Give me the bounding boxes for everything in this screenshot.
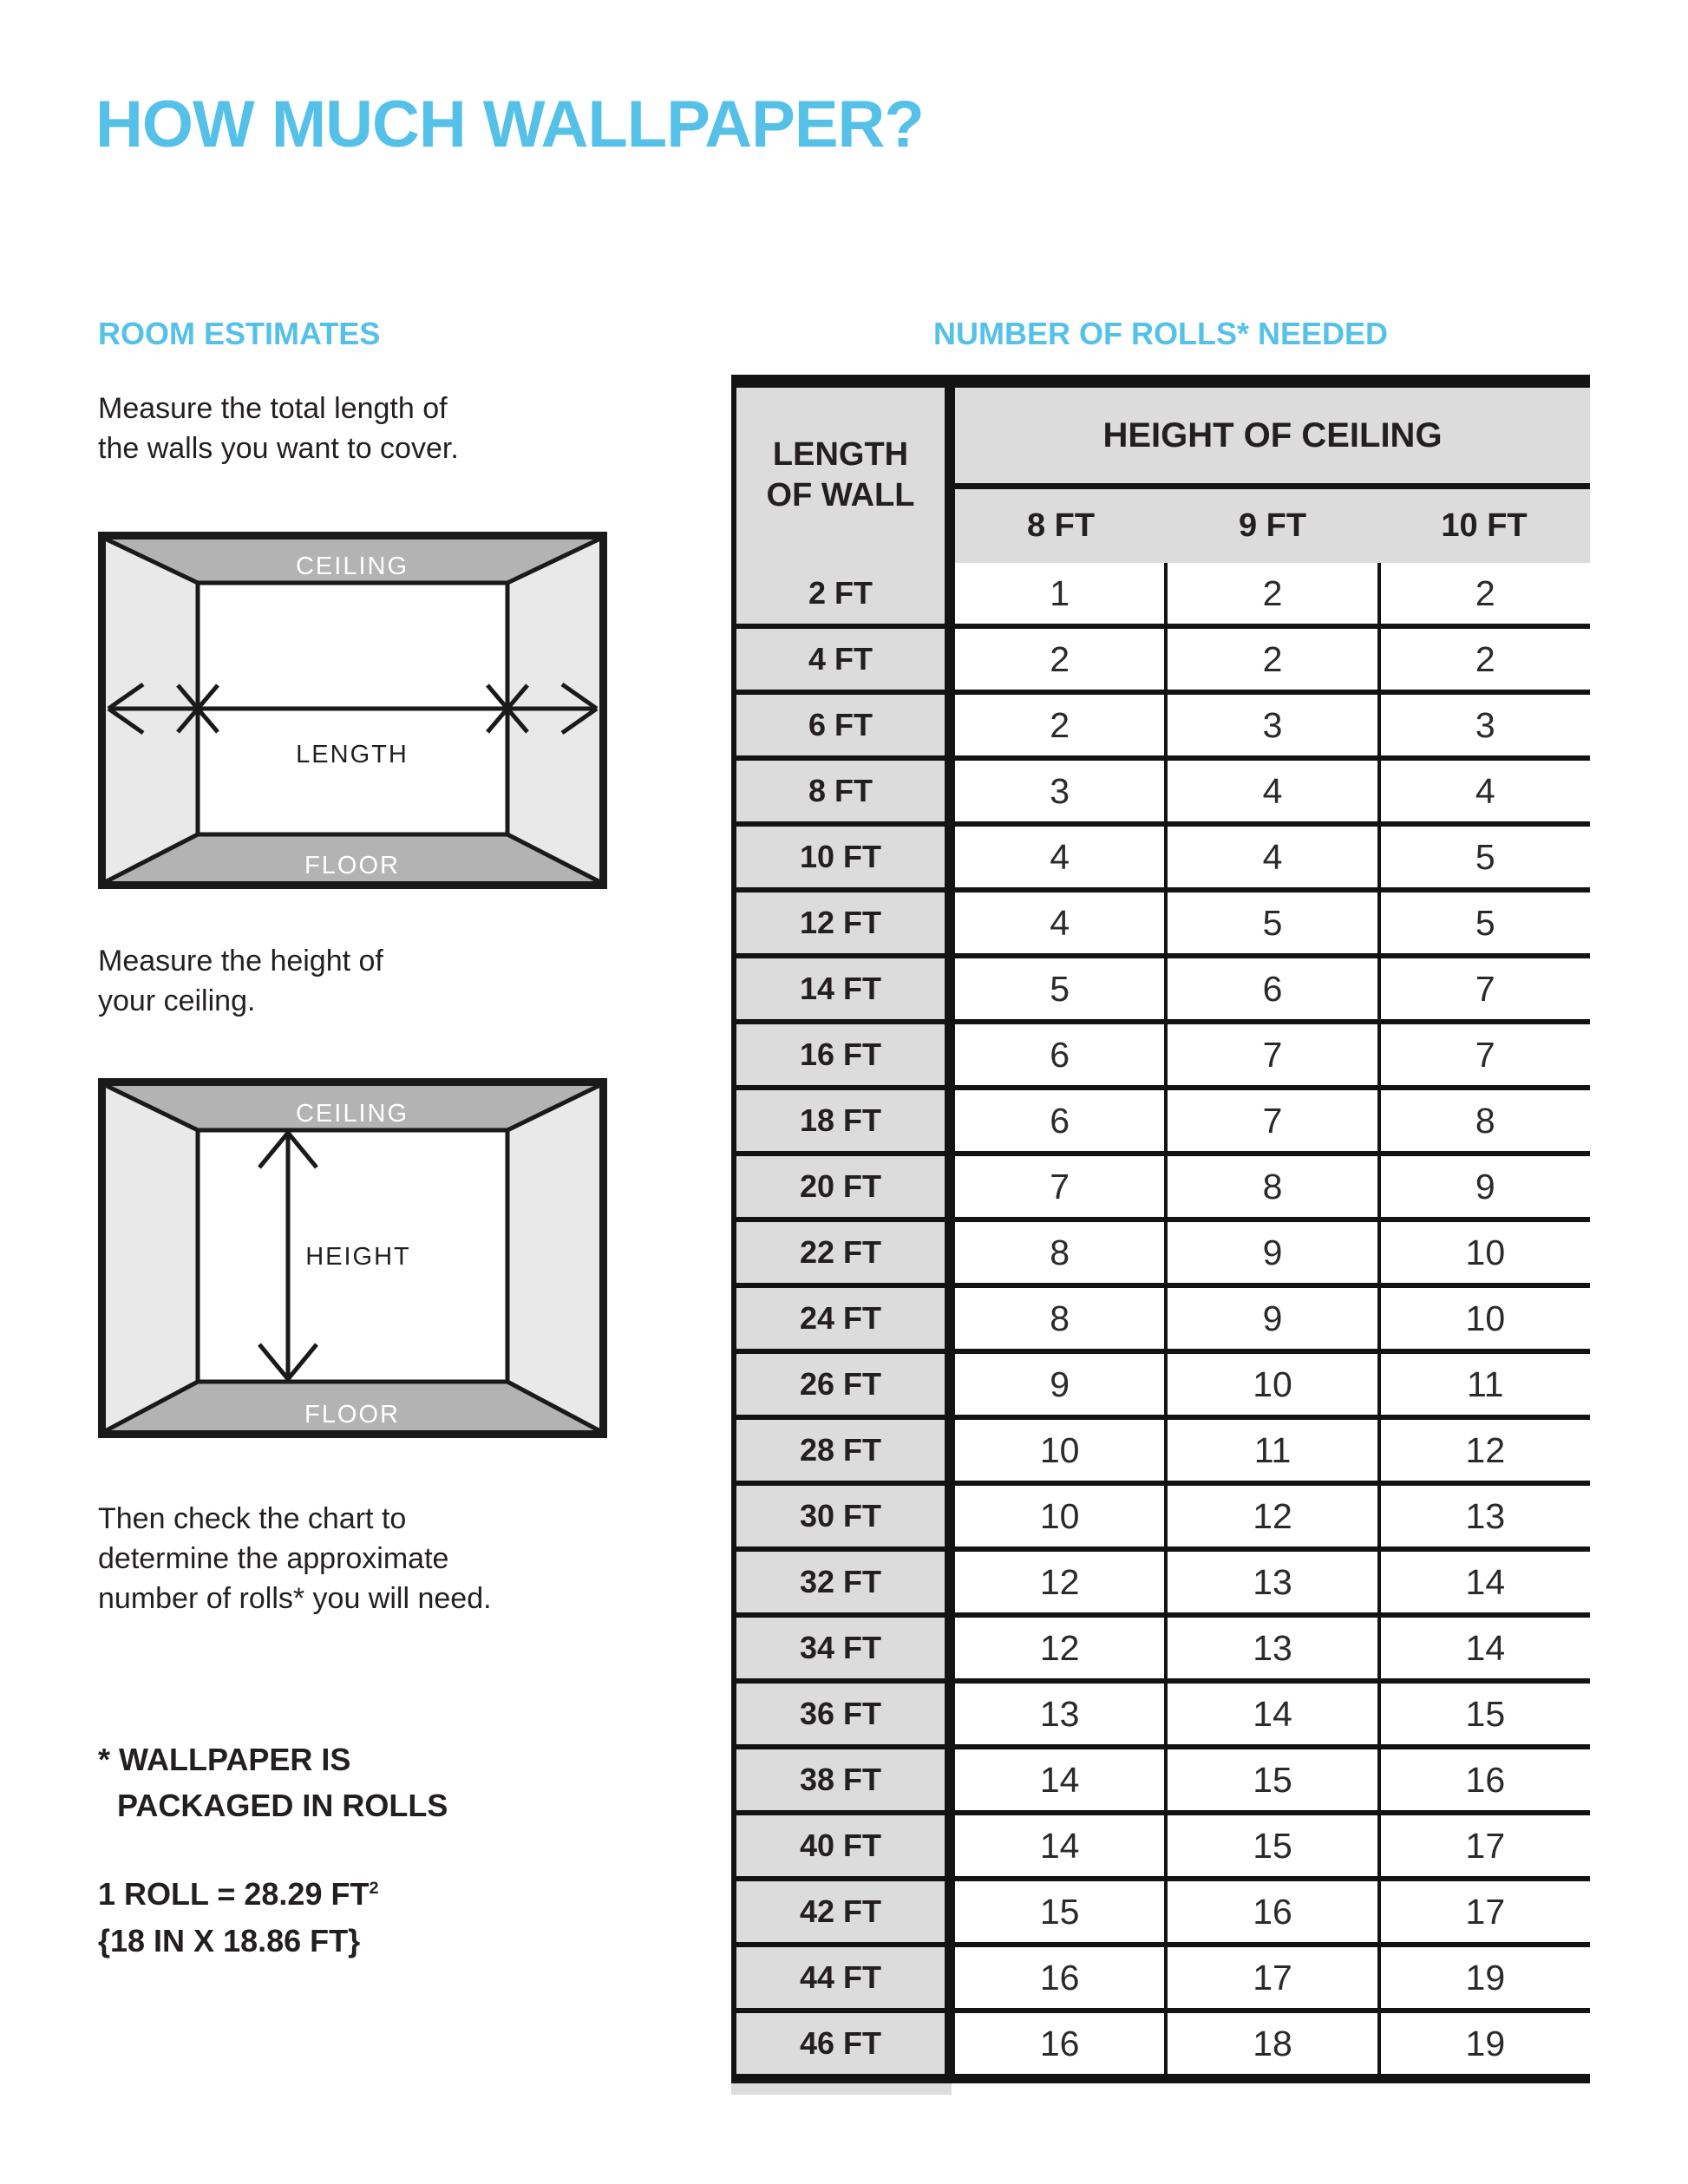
column-divider — [945, 1420, 955, 1481]
ceiling-height-subheaders — [955, 489, 1590, 563]
roll-count-cell: 4 — [1168, 761, 1380, 821]
column-divider — [945, 1947, 955, 2008]
roll-count-cell: 1 — [955, 563, 1168, 624]
roll-count-cell: 15 — [1168, 1815, 1380, 1876]
header-rule — [955, 483, 1590, 489]
roll-count-cell: 16 — [955, 1947, 1168, 2008]
column-divider — [945, 1090, 955, 1151]
wall-length-label: 8 FT — [736, 761, 945, 821]
roll-count-cell: 15 — [955, 1881, 1168, 1942]
roll-count-cell: 9 — [1475, 1166, 1495, 1206]
wall-length-label: 46 FT — [736, 2013, 945, 2074]
wall-length-label: 18 FT — [736, 1090, 945, 1151]
roll-count-cell: 11 — [1467, 1363, 1504, 1404]
length-of-wall-header: LENGTH OF WALL — [736, 388, 945, 563]
table-left-column-stub — [731, 2083, 952, 2095]
roll-dimensions: {18 IN X 18.86 FT} — [98, 1923, 361, 1958]
rolls-footnote — [98, 1736, 448, 1828]
length-label: LENGTH — [296, 741, 409, 768]
instruction-line: the walls you want to cover. — [98, 432, 459, 465]
roll-count-cell: 3 — [1475, 704, 1495, 745]
footnote-line: * WALLPAPER IS — [98, 1742, 351, 1777]
wall-length-label: 32 FT — [736, 1552, 945, 1612]
column-divider — [945, 893, 955, 953]
instruction-line: Measure the height of — [98, 945, 383, 978]
wall-length-label: 6 FT — [736, 695, 945, 755]
roll-count-cell: 2 — [1475, 572, 1495, 613]
column-divider — [945, 388, 955, 563]
column-divider — [945, 1552, 955, 1612]
table-body — [736, 563, 1590, 2074]
wall-length-label: 30 FT — [736, 1486, 945, 1546]
roll-count-cell: 2 — [1168, 629, 1380, 690]
instruction-line: Measure the total length of — [98, 392, 448, 425]
wall-length-label: 38 FT — [736, 1749, 945, 1810]
table-row — [736, 1552, 1590, 1618]
column-divider — [945, 695, 955, 755]
roll-count-cell: 19 — [1465, 2023, 1506, 2063]
floor-label: FLOOR — [304, 1401, 400, 1429]
roll-count-cell: 10 — [1465, 1298, 1506, 1338]
roll-count-cell: 6 — [1168, 958, 1380, 1019]
roll-count-cell: 14 — [1465, 1627, 1506, 1668]
column-divider — [945, 1618, 955, 1678]
wall-length-label: 36 FT — [736, 1684, 945, 1744]
table-top-rule — [736, 375, 1590, 388]
table-row — [736, 1618, 1590, 1684]
rolls-needed-table — [731, 375, 1590, 2083]
wall-length-label: 20 FT — [736, 1156, 945, 1217]
roll-count-cell: 14 — [955, 1749, 1168, 1810]
height-label: HEIGHT — [305, 1243, 411, 1271]
roll-count-cell: 10 — [955, 1420, 1168, 1481]
column-divider — [945, 563, 955, 624]
roll-count-cell: 17 — [1168, 1947, 1380, 2008]
roll-count-cell: 17 — [1465, 1825, 1506, 1866]
column-divider — [945, 1288, 955, 1349]
column-divider — [945, 1749, 955, 1810]
wall-length-label: 34 FT — [736, 1618, 945, 1678]
table-row — [736, 1354, 1590, 1420]
column-divider — [945, 1684, 955, 1744]
column-divider — [945, 629, 955, 690]
room-estimates-heading: ROOM ESTIMATES — [98, 316, 381, 351]
roll-count-cell: 12 — [1168, 1486, 1380, 1546]
roll-count-cell: 8 — [955, 1222, 1168, 1283]
roll-count-cell: 3 — [955, 761, 1168, 821]
roll-count-cell: 9 — [1168, 1288, 1380, 1349]
roll-count-cell: 7 — [1475, 968, 1495, 1009]
subheader-10ft: 10 FT — [1441, 507, 1528, 544]
table-row — [736, 1486, 1590, 1552]
roll-count-cell: 10 — [955, 1486, 1168, 1546]
roll-count-cell: 7 — [1475, 1034, 1495, 1075]
wall-length-label: 42 FT — [736, 1881, 945, 1942]
wall-length-label: 2 FT — [736, 563, 945, 624]
roll-count-cell: 4 — [1475, 770, 1495, 811]
roll-count-cell: 6 — [955, 1024, 1168, 1085]
room-length-diagram — [98, 532, 607, 889]
column-divider — [945, 1024, 955, 1085]
subheader-9ft: 9 FT — [1238, 507, 1307, 544]
roll-count-cell: 2 — [1168, 563, 1380, 624]
table-row — [736, 893, 1590, 958]
wall-length-label: 16 FT — [736, 1024, 945, 1085]
column-divider — [945, 761, 955, 821]
wall-length-label: 26 FT — [736, 1354, 945, 1415]
column-divider — [945, 1486, 955, 1546]
roll-count-cell: 13 — [1168, 1552, 1380, 1612]
roll-count-cell: 5 — [1475, 836, 1495, 877]
roll-size-info — [98, 1865, 378, 1965]
wall-length-label: 28 FT — [736, 1420, 945, 1481]
room-height-illustration — [98, 1078, 607, 1438]
table-row — [736, 1947, 1590, 2013]
table-row — [736, 1749, 1590, 1815]
table-row — [736, 1684, 1590, 1749]
roll-count-cell: 13 — [955, 1684, 1168, 1744]
column-divider — [945, 2013, 955, 2074]
squared-superscript: 2 — [369, 1879, 379, 1898]
roll-count-cell: 5 — [1168, 893, 1380, 953]
height-of-ceiling-header: HEIGHT OF CEILING — [1102, 415, 1443, 454]
wall-length-label: 10 FT — [736, 827, 945, 887]
roll-count-cell: 14 — [1168, 1684, 1380, 1744]
room-height-diagram — [98, 1078, 607, 1438]
footnote-line: PACKAGED IN ROLLS — [117, 1788, 448, 1823]
roll-count-cell: 11 — [1168, 1420, 1380, 1481]
roll-count-cell: 3 — [1168, 695, 1380, 755]
table-row — [736, 1815, 1590, 1881]
table-row — [736, 1024, 1590, 1090]
column-divider — [945, 827, 955, 887]
rolls-needed-heading: NUMBER OF ROLLS* NEEDED — [932, 316, 1389, 351]
roll-count-cell: 2 — [955, 695, 1168, 755]
column-divider — [945, 1881, 955, 1942]
page-title: HOW MUCH WALLPAPER? — [95, 88, 924, 161]
column-divider — [945, 1222, 955, 1283]
roll-count-cell: 16 — [955, 2013, 1168, 2074]
roll-count-cell: 9 — [1168, 1222, 1380, 1283]
roll-count-cell: 9 — [955, 1354, 1168, 1415]
roll-count-cell: 17 — [1465, 1891, 1506, 1932]
roll-count-cell: 8 — [1168, 1156, 1380, 1217]
wall-length-label: 4 FT — [736, 629, 945, 690]
table-header — [736, 388, 1590, 563]
roll-count-cell: 14 — [955, 1815, 1168, 1876]
roll-count-cell: 10 — [1465, 1232, 1506, 1272]
column-divider — [945, 958, 955, 1019]
roll-count-cell: 6 — [955, 1090, 1168, 1151]
ceiling-label: CEILING — [295, 553, 409, 580]
subheader-8ft: 8 FT — [1026, 507, 1096, 544]
instruction-line: Then check the chart to — [98, 1502, 407, 1535]
roll-count-cell: 7 — [955, 1156, 1168, 1217]
roll-count-cell: 7 — [1168, 1024, 1380, 1085]
room-length-illustration — [98, 532, 607, 889]
table-row — [736, 1881, 1590, 1947]
column-divider — [945, 1156, 955, 1217]
instruction-line: your ceiling. — [98, 984, 256, 1017]
roll-count-cell: 5 — [1475, 902, 1495, 943]
instruction-measure-length — [98, 389, 459, 468]
roll-count-cell: 15 — [1168, 1749, 1380, 1810]
roll-count-cell: 7 — [1168, 1090, 1380, 1151]
roll-count-cell: 15 — [1465, 1693, 1506, 1734]
column-divider — [945, 1354, 955, 1415]
table-row — [736, 958, 1590, 1024]
table-row — [736, 1090, 1590, 1156]
table-row — [736, 695, 1590, 761]
ceiling-label: CEILING — [295, 1100, 409, 1128]
table-row — [736, 1156, 1590, 1222]
table-row — [736, 2013, 1590, 2074]
roll-count-cell: 4 — [955, 827, 1168, 887]
roll-count-cell: 4 — [1168, 827, 1380, 887]
roll-count-cell: 10 — [1168, 1354, 1380, 1415]
roll-count-cell: 16 — [1168, 1881, 1380, 1942]
wall-length-label: 12 FT — [736, 893, 945, 953]
floor-label: FLOOR — [304, 852, 400, 879]
table-row — [736, 1222, 1590, 1288]
table-row — [736, 1420, 1590, 1486]
roll-count-cell: 4 — [955, 893, 1168, 953]
left-wall-surface — [105, 1085, 198, 1431]
roll-count-cell: 8 — [1475, 1100, 1495, 1141]
instruction-line: number of rolls* you will need. — [98, 1582, 492, 1615]
table-row — [736, 761, 1590, 827]
roll-count-cell: 14 — [1465, 1561, 1506, 1602]
table-row — [736, 1288, 1590, 1354]
roll-count-cell: 12 — [955, 1552, 1168, 1612]
roll-count-cell: 13 — [1465, 1495, 1506, 1536]
table-bottom-rule — [736, 2074, 1590, 2083]
roll-count-cell: 12 — [1465, 1429, 1506, 1470]
roll-count-cell: 16 — [1465, 1759, 1506, 1800]
roll-count-cell: 5 — [955, 958, 1168, 1019]
roll-count-cell: 19 — [1465, 1957, 1506, 1998]
instruction-measure-height — [98, 941, 383, 1021]
roll-equation: 1 ROLL = 28.29 $FT^2$ — [98, 1876, 379, 1912]
column-divider — [945, 1815, 955, 1876]
wall-length-label: 14 FT — [736, 958, 945, 1019]
wall-length-label: 22 FT — [736, 1222, 945, 1283]
instruction-line: determine the approximate — [98, 1542, 449, 1575]
table-row — [736, 563, 1590, 629]
height-of-ceiling-header-group — [955, 388, 1590, 563]
roll-count-cell: 13 — [1168, 1618, 1380, 1678]
roll-count-cell: 2 — [955, 629, 1168, 690]
roll-count-cell: 8 — [955, 1288, 1168, 1349]
table-row — [736, 827, 1590, 893]
table-row — [736, 629, 1590, 695]
roll-count-cell: 2 — [1475, 638, 1495, 679]
wall-length-label: 24 FT — [736, 1288, 945, 1349]
instruction-check-chart — [98, 1499, 492, 1618]
wall-length-label: 44 FT — [736, 1947, 945, 2008]
right-wall-surface — [507, 1085, 600, 1431]
roll-count-cell: 12 — [955, 1618, 1168, 1678]
roll-count-cell: 18 — [1168, 2013, 1380, 2074]
wall-length-label: 40 FT — [736, 1815, 945, 1876]
